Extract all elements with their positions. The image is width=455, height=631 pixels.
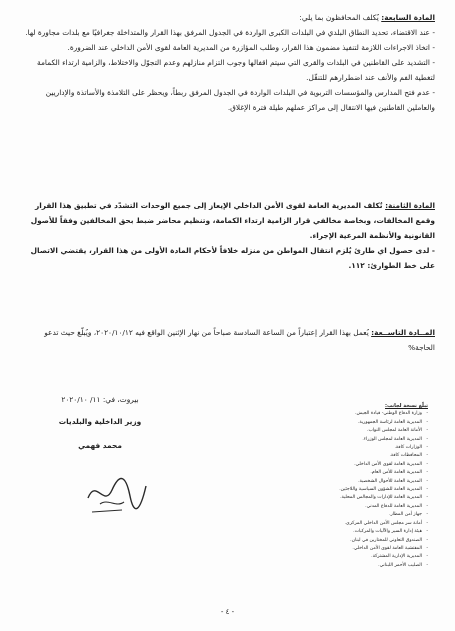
article-9-text: يُعمل بهذا القرار إعتباراً من الساعة السادسة صباحاً من نهار الإثنين الواقع فيه ٢٠٢٠/١٠/١٢، ويُبلّغ حيث تدعو الحاجة% <box>44 328 435 352</box>
article-9 <box>20 325 435 355</box>
cc-item: - المديرية العامة للشؤون السياسية واللاجئين. <box>248 486 428 494</box>
cc-item: - المديرية العامة لمجلس الوزراء. <box>248 436 428 444</box>
cc-title: تبلّغ نسخة لجانب: <box>385 403 428 409</box>
page-number: - ٤ - <box>220 608 235 616</box>
article-7 <box>20 10 435 115</box>
cc-item: - المديرية العامة للأمن العام. <box>248 469 428 477</box>
cc-item: - المديرية العامة للإدارات والمجالس المحلية. <box>248 494 428 502</box>
cc-item: - الصندوق التعاوني للمختارين في لبنان. <box>248 537 428 545</box>
cc-item: - جهاز أمن المطار. <box>248 511 428 519</box>
signature-title: وزير الداخلية والبلديات <box>58 417 142 426</box>
cc-item: - الأمانة العامة لمجلس النواب. <box>248 427 428 435</box>
cc-item: - المحافظات كافة. <box>248 452 428 460</box>
article-8-text: تُكلف المديرية العامة لقوى الأمن الداخلي الإيعاز إلى جميع الوحدات التشدّد في تطبيق هذا القرار وقمع المخالفات، وبخاصة مخالفي قرار الزامية ارتداء الكمامة، وتنظيم محاضر ضبط بحق المخالفين وفقاً للأصول القانونية والأنظمة المرعية الإجراء. <box>30 201 435 240</box>
article-8-label: المادة الثامنة: <box>385 201 435 210</box>
article-7-label: المادة السابعة: <box>381 13 435 22</box>
cc-items <box>248 410 428 570</box>
cc-item: - الصليب الأحمر اللبناني. <box>248 562 428 570</box>
cc-item: - المديرية العامة للأحوال الشخصية. <box>248 478 428 486</box>
cc-item: - الوزارات كافة. <box>248 444 428 452</box>
article-7-bullet-3: - التشديد على القاطنين في البلدات والقرى التي سيتم اقفالها وجوب التزام منازلهم وعدم التجوّل والاختلاط، والزامية ارتداء الكمامة لتغطية الفم والأنف عند اضطرارهم للتنقّل. <box>37 58 435 82</box>
article-8-paragraph <box>20 198 435 243</box>
article-9-label: المــادة التاســعة: <box>371 328 435 337</box>
cc-list <box>248 402 428 570</box>
article-8 <box>20 198 435 273</box>
cc-item: - المديرية العامة لقوى الأمن الداخلي. <box>248 461 428 469</box>
article-7-heading <box>20 10 435 25</box>
cc-item: - المفتشية العامة لقوى الأمن الداخلي. <box>248 545 428 553</box>
article-7-bullet-4: - عدم فتح المدارس والمؤسسات التربوية في البلدات الواردة في الجدول المرفق ربطاً، ويحظر على التلامذة والأساتذة والإداريين والعاملين القاطنين فيها الانتقال إلى مراكز عملهم طيلة فترة الإغلاق. <box>45 88 435 112</box>
cc-item: - هيئة إدارة السير والآليات والمركبات. <box>248 528 428 536</box>
article-8-bullet: - لدى حصول اي طارئ يُلزم انتقال المواطن من منزله خلافاً لأحكام المادة الأولى من هذا القرار، يقتضي الاتصال على خط الطوارئ: ١١٢. <box>30 246 435 270</box>
cc-item: - أمانة سر مجلس الأمن الداخلي المركزي. <box>248 520 428 528</box>
cc-item: - المديرية الإدارية المشتركة. <box>248 553 428 561</box>
signature-date: بيروت، في: ١١/ ٢٠٢٠/١٠ <box>61 395 139 404</box>
handwritten-signature <box>82 468 152 518</box>
cc-item: - المديرية العامة للدفاع المدني. <box>248 503 428 511</box>
article-7-bullet-1: - عند الاقتضاء، تحديد النطاق البلدي في البلدات الكبرى الواردة في الجدول المرفق بهذا القرار والمتداخلة جغرافيًا مع بلدات مجاورة لها. <box>25 28 435 37</box>
signature-name: محمد فهمي <box>78 441 122 450</box>
article-7-bullet-2: - اتخاذ الاجراءات اللازمة لتنفيذ مضمون هذا القرار، وطلب المؤازرة من المديرية العامة لقوى الأمن الداخلي عند الضرورة. <box>67 43 435 52</box>
article-7-intro: يُكلف المحافظون بما يلي: <box>299 13 379 22</box>
signature-block <box>30 393 170 453</box>
article-9-paragraph <box>20 325 435 355</box>
cc-item: - المديرية العامة لرئاسة الجمهورية. <box>248 419 428 427</box>
cc-item: - وزارة الدفاع الوطني- قيادة الجيش. <box>248 410 428 418</box>
